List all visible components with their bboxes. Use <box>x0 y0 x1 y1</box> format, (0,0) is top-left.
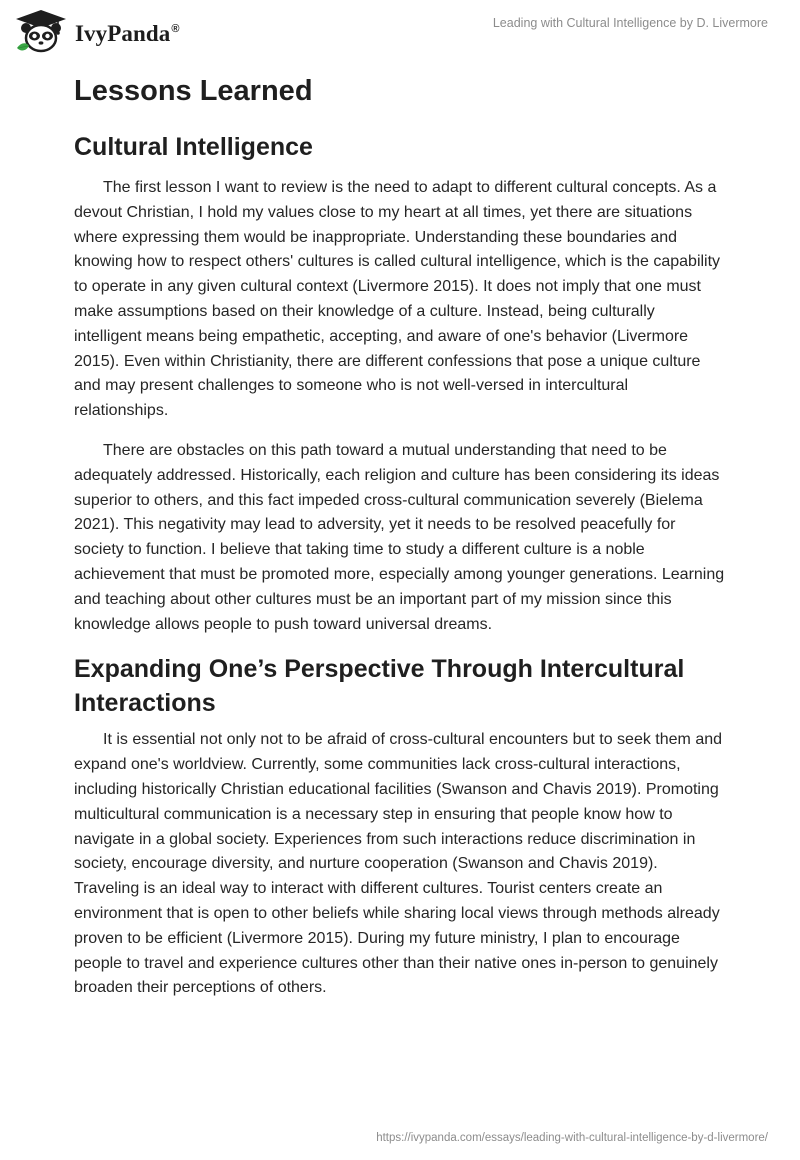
essay-content <box>74 68 726 1016</box>
panda-graduate-icon <box>14 8 68 56</box>
paragraph: It is essential not only not to be afraid of cross-cultural encounters but to seek them and expand one's worldview. Currently, some communities lack cross-cultural interactions, including historically Christian educational facilities (Swanson and Chavis 2019). Promoting multicultural communication is a necessary step in ensuring that people know how to navigate in a global society. Experiences from such interactions reduce discrimination in society, encourage diversity, and nurture cooperation (Swanson and Chavis 2019). Traveling is an ideal way to interact with different cultures. Tourist centers create an environment that is open to other beliefs while sharing local views through methods already proven to be efficient (Livermore 2015). During my future ministry, I plan to encourage people to travel and experience cultures other than their native ones in-person to genuinely broaden their perceptions of others. <box>74 731 723 997</box>
section-heading-cultural-intelligence: Cultural Intelligence <box>74 133 313 161</box>
document-title: Leading with Cultural Intelligence by D. Livermore <box>492 16 768 30</box>
brand-text: IvyPanda <box>75 21 171 46</box>
paragraph: The first lesson I want to review is the need to adapt to different cultural concepts. As a devout Christian, I hold my values close to my heart at all times, yet there are situations where expressing them would be inappropriate. Understanding these boundaries and knowing how to respect others' cultures is called cultural intelligence, which is the capability to operate in any given cultural context (Livermore 2015). It does not imply that one must make assumptions based on their knowledge of a culture. Instead, being culturally intelligent means being empathetic, accepting, and aware of one's behavior (Livermore 2015). Even within Christianity, there are different confessions that pose a unique culture and may present challenges to someone who is not well-versed in intercultural relationships. <box>74 179 721 420</box>
page-header <box>0 0 800 62</box>
paragraph: There are obstacles on this path toward a mutual understanding that need to be adequately addressed. Historically, each religion and culture has been considering its ideas superior to others, and this fact impeded cross-cultural communication severely (Bielema 2021). This negativity may lead to adversity, yet it needs to be resolved peacefully for society to function. I believe that taking time to study a different culture is a noble achievement that must be promoted more, especially among younger generations. Learning and teaching about other cultures must be an important part of my mission since this knowledge allows people to push toward universal dreams. <box>74 441 725 633</box>
ivypanda-logo[interactable] <box>14 8 180 56</box>
registered-mark: ® <box>171 23 180 36</box>
brand-name <box>75 21 180 47</box>
footer-source-url[interactable]: https://ivypanda.com/essays/leading-with-cultural-intelligence-by-d-livermore/ <box>376 1132 768 1144</box>
page-title: Lessons Learned <box>74 75 313 107</box>
section-heading-expanding-perspective: Expanding One’s Perspective Through Intercultural Interactions <box>74 655 685 718</box>
